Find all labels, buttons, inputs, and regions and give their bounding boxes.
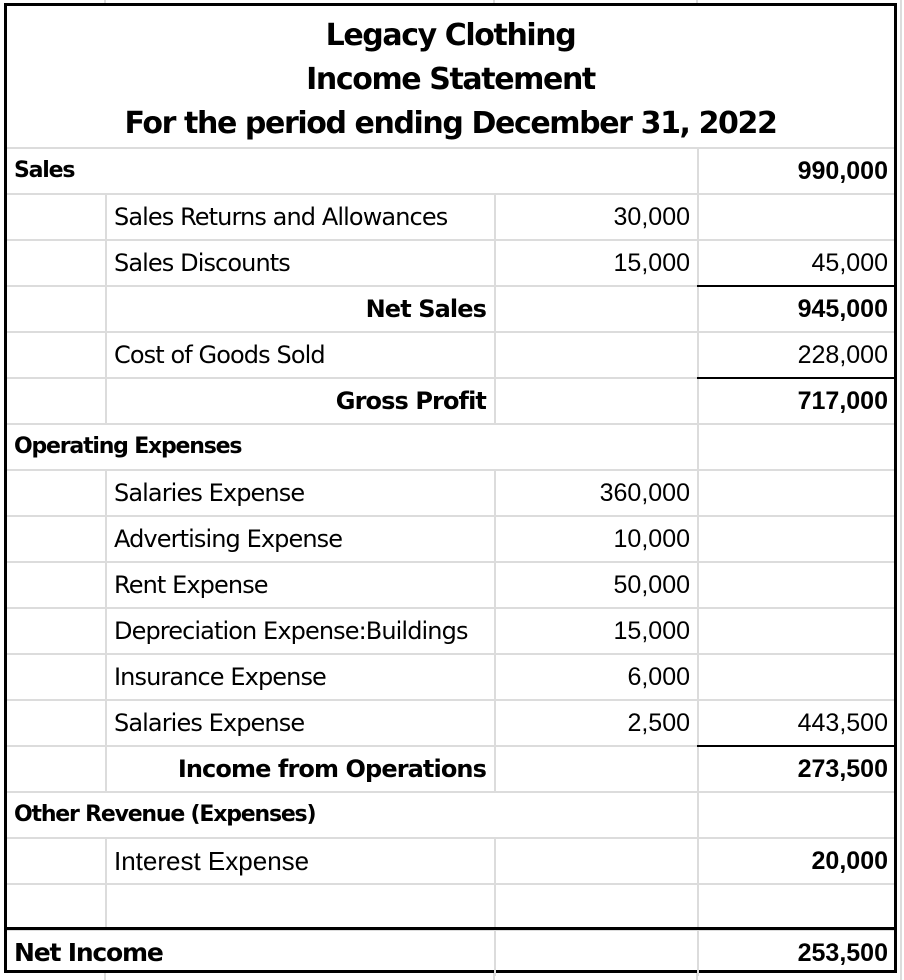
line-item-label: Interest Expense <box>105 838 494 884</box>
section-heading: Sales <box>14 158 75 183</box>
statement-header <box>7 6 894 148</box>
line-item-amount <box>494 746 697 792</box>
column-total-amount <box>697 654 894 700</box>
indent-cell <box>7 700 105 746</box>
line-item-amount <box>494 884 697 930</box>
line-item-label: Rent Expense <box>105 562 494 608</box>
line-item-amount: 360,000 <box>494 470 697 516</box>
indent-cell <box>7 884 105 930</box>
indent-cell <box>7 654 105 700</box>
indent-cell <box>7 470 105 516</box>
total-amount: 990,000 <box>697 148 894 194</box>
line-item-label: Cost of Goods Sold <box>105 332 494 378</box>
income-statement <box>4 3 897 973</box>
line-item-label <box>105 884 494 930</box>
line-item-label: Salaries Expense <box>105 470 494 516</box>
line-item-amount <box>494 378 697 424</box>
column-total-amount <box>697 470 894 516</box>
subtotal-label: Net Sales <box>105 286 494 332</box>
column-total-amount <box>697 608 894 654</box>
column-total-amount <box>697 194 894 240</box>
statement-row-item <box>7 654 894 700</box>
statement-row-item <box>7 240 894 286</box>
net-income-amount: 253,500 <box>697 930 894 976</box>
column-total-amount: 228,000 <box>697 332 894 378</box>
line-item-label: Insurance Expense <box>105 654 494 700</box>
line-item-amount: 50,000 <box>494 562 697 608</box>
statement-row-section <box>7 424 894 470</box>
indent-cell <box>7 240 105 286</box>
column-total-amount <box>697 516 894 562</box>
line-item-label: Salaries Expense <box>105 700 494 746</box>
indent-cell <box>7 608 105 654</box>
section-heading: Other Revenue (Expenses) <box>14 802 316 827</box>
subtotal-rule <box>697 285 894 287</box>
line-item-label: Sales Returns and Allowances <box>105 194 494 240</box>
statement-row-item <box>7 470 894 516</box>
statement-row-subtotal <box>7 286 894 332</box>
statement-row-item <box>7 608 894 654</box>
line-item-label: Advertising Expense <box>105 516 494 562</box>
statement-row-blank <box>7 884 894 930</box>
indent-cell <box>7 194 105 240</box>
section-heading: Operating Expenses <box>14 434 242 459</box>
line-item-amount: 6,000 <box>494 654 697 700</box>
statement-row-item <box>7 700 894 746</box>
total-amount <box>697 424 894 470</box>
subtotal-label: Income from Operations <box>105 746 494 792</box>
column-total-amount: 45,000 <box>697 240 894 286</box>
statement-row-item <box>7 332 894 378</box>
indent-cell <box>7 378 105 424</box>
subtotal-amount: 273,500 <box>697 746 894 792</box>
statement-title: Income Statement <box>306 62 595 97</box>
indent-cell <box>7 286 105 332</box>
statement-row-item <box>7 838 894 884</box>
column-total-amount <box>697 562 894 608</box>
line-item-amount: 10,000 <box>494 516 697 562</box>
statement-row-item <box>7 194 894 240</box>
line-item-label: Depreciation Expense:Buildings <box>105 608 494 654</box>
subtotal-amount: 945,000 <box>697 286 894 332</box>
statement-row-subtotal <box>7 378 894 424</box>
indent-cell <box>7 516 105 562</box>
line-item-amount: 15,000 <box>494 240 697 286</box>
statement-row-item <box>7 516 894 562</box>
line-item-amount: 30,000 <box>494 194 697 240</box>
indent-cell <box>7 562 105 608</box>
line-item-amount: 2,500 <box>494 700 697 746</box>
subtotal-rule <box>697 745 894 747</box>
statement-row-item <box>7 562 894 608</box>
subtotal-amount: 717,000 <box>697 378 894 424</box>
line-item-amount <box>494 332 697 378</box>
column-total-amount: 20,000 <box>697 838 894 884</box>
statement-row-total <box>7 930 894 976</box>
statement-row-subtotal <box>7 746 894 792</box>
line-item-label: Sales Discounts <box>105 240 494 286</box>
empty-cell <box>494 930 697 976</box>
indent-cell <box>7 746 105 792</box>
column-total-amount: 443,500 <box>697 700 894 746</box>
total-amount <box>697 792 894 838</box>
line-item-amount <box>494 838 697 884</box>
indent-cell <box>7 838 105 884</box>
statement-row-section <box>7 148 894 194</box>
column-total-amount <box>697 884 894 930</box>
statement-row-section <box>7 792 894 838</box>
subtotal-rule <box>697 377 894 379</box>
company-name: Legacy Clothing <box>325 18 576 53</box>
subtotal-label: Gross Profit <box>105 378 494 424</box>
line-item-amount: 15,000 <box>494 608 697 654</box>
indent-cell <box>7 332 105 378</box>
net-income-label: Net Income <box>14 938 163 967</box>
statement-period: For the period ending December 31, 2022 <box>124 106 777 141</box>
line-item-amount <box>494 286 697 332</box>
